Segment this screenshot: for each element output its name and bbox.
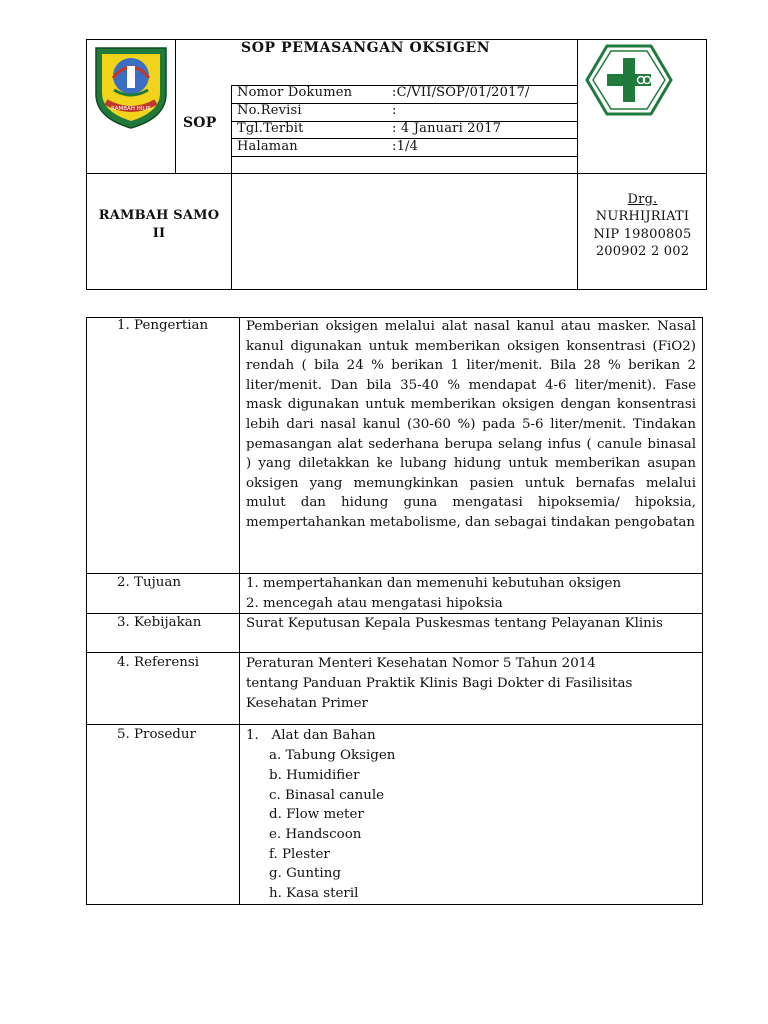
prosedur-item-h: h. Kasa steril [269, 886, 359, 901]
prosedur-item-g: g. Gunting [269, 866, 341, 881]
sop-label: SOP [183, 115, 217, 131]
unit-name-line2: II [152, 226, 166, 241]
prosedur-item-b: b. Humidifier [269, 768, 360, 783]
referensi-line-2: tentang Panduan Praktik Klinis Bagi Dokter di Fasilisitas [246, 676, 633, 691]
unit-name-line1: RAMBAH SAMO [98, 208, 220, 223]
section-label-kebijakan: 3. Kebijakan [117, 615, 202, 630]
signer-nip-line1: NIP 19800805 [593, 227, 692, 242]
prosedur-item-f: f. Plester [269, 847, 330, 862]
meta-label-issue-date: Tgl.Terbit [237, 121, 304, 136]
signer-name: NURHIJRIATI [595, 209, 690, 224]
tujuan-item-2: 2. mencegah atau mengatasi hipoksia [246, 596, 503, 611]
section-text-pengertian: Pemberian oksigen melalui alat nasal kanul atau masker. Nasal kanul digunakan untuk memberikan oksigen konsentrasi (FiO2) rendah ( bila 24 % berikan 1 liter/menit. Bila 28 % berikan 2 liter/menit. Dan bila 35-40 % mendapat 4-6 liter/menit). Fase mask digunakan untuk memberikan oksigen dengan konsentrasi lebih dari nasal kanul (30-60 %) pada 5-6 liter/menit. Tindakan pemasangan alat sederhana berupa selang infus ( canule binasal ) yang diletakkan ke lubang hidung untuk memberikan asupan oksigen yang memungkinkan pasien untuk bernafas melalui mulut dan hidung guna mengatasi hipoksemia/ hipoksia, mempertahankan metabolisme, dan sebagai tindakan pengobatan [246, 319, 696, 530]
prosedur-item-d: d. Flow meter [269, 807, 364, 822]
prosedur-item-e: e. Handscoon [269, 827, 362, 842]
meta-value-revision: : [392, 103, 397, 118]
meta-value-issue-date: : 4 Januari 2017 [392, 121, 502, 136]
regional-emblem-logo [92, 44, 170, 130]
referensi-line-1: Peraturan Menteri Kesehatan Nomor 5 Tahun 2014 [246, 656, 596, 671]
section-label-prosedur: 5. Prosedur [117, 727, 196, 742]
signer-title: Drg. [627, 192, 658, 207]
prosedur-item-a: a. Tabung Oksigen [269, 748, 396, 763]
meta-label-page: Halaman [237, 139, 298, 154]
section-text-kebijakan: Surat Keputusan Kepala Puskesmas tentang Pelayanan Klinis [246, 616, 663, 631]
meta-label-revision: No.Revisi [237, 103, 302, 118]
meta-value-page: :1/4 [392, 139, 419, 154]
signer-nip-line2: 200902 2 002 [595, 244, 690, 259]
tujuan-item-1: 1. mempertahankan dan memenuhi kebutuhan oksigen [246, 576, 622, 591]
meta-label-doc-number: Nomor Dokumen [237, 85, 353, 100]
emblem-ribbon-text: RAMBAH HILIR [111, 106, 151, 112]
puskesmas-logo [585, 44, 673, 116]
prosedur-item-c: c. Binasal canule [269, 788, 385, 803]
section-label-referensi: 4. Referensi [117, 655, 200, 670]
section-label-pengertian: 1. Pengertian [117, 318, 209, 333]
referensi-line-3: Kesehatan Primer [246, 696, 368, 711]
section-label-tujuan: 2. Tujuan [117, 575, 181, 590]
document-title: SOP PEMASANGAN OKSIGEN [241, 40, 491, 56]
meta-value-doc-number: :C/VII/SOP/01/2017/ [392, 85, 530, 100]
prosedur-heading: 1. Alat dan Bahan [246, 728, 376, 743]
